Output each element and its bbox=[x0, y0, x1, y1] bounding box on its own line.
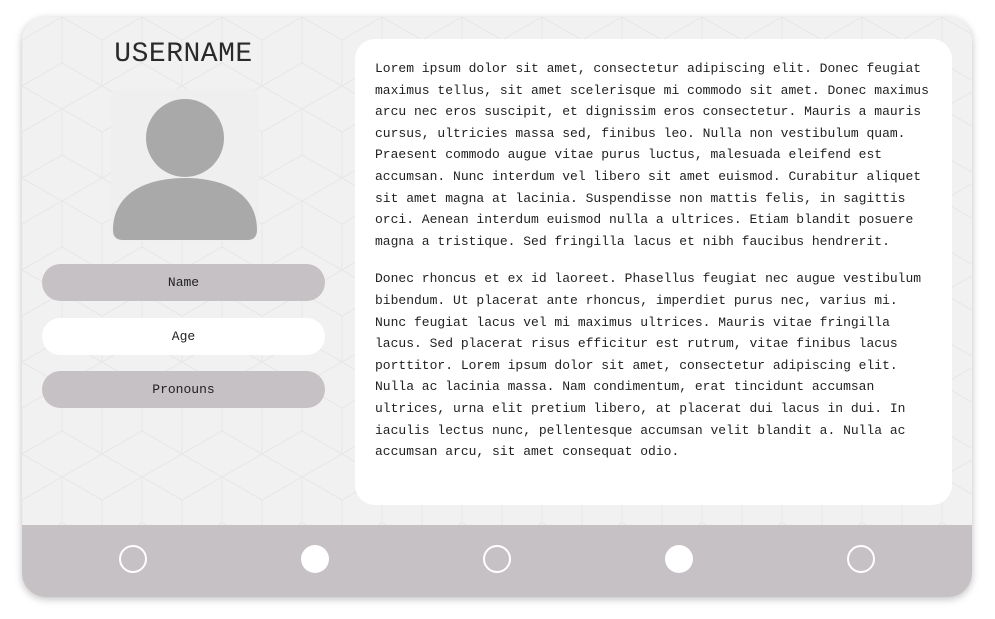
age-field-label: Age bbox=[171, 329, 196, 344]
age-field[interactable] bbox=[42, 318, 325, 355]
pronouns-field-label: Pronouns bbox=[152, 382, 215, 397]
page-dot-2[interactable] bbox=[301, 545, 329, 573]
name-field-label: Name bbox=[167, 275, 200, 290]
pagination-bar bbox=[22, 525, 972, 597]
username-heading: USERNAME bbox=[114, 39, 253, 70]
page-dot-3[interactable] bbox=[483, 545, 511, 573]
bio-panel bbox=[355, 39, 952, 505]
name-field[interactable] bbox=[42, 264, 325, 301]
profile-card bbox=[22, 17, 972, 597]
user-silhouette-icon bbox=[111, 89, 259, 241]
page-dot-1[interactable] bbox=[119, 545, 147, 573]
avatar bbox=[111, 89, 259, 241]
page-dot-5[interactable] bbox=[847, 545, 875, 573]
page-dot-4[interactable] bbox=[665, 545, 693, 573]
bio-paragraph-1: Lorem ipsum dolor sit amet, consectetur adipiscing elit. Donec feugiat maximus tellus, sit amet scelerisque mi commodo sit amet. Donec maximus arcu nec eros suscipit, et dignissim eros consectetur. Mauris a mauris cursus, ultricies massa sed, finibus leo. Nulla non vestibulum quam. Praesent commodo augue vitae purus luctus, malesuada eleifend est accumsan. Nunc interdum vel libero sit amet euismod. Curabitur aliquet sit amet magna at lacinia. Suspendisse non mattis felis, in sagittis orci. Aenean interdum euismod nulla a ultrices. Etiam blandit posuere magna a tristique. Sed fringilla lacus et nibh faucibus hendrerit. bbox=[375, 61, 929, 249]
bio-paragraph-2: Donec rhoncus et ex id laoreet. Phasellus feugiat nec augue vestibulum bibendum. Ut placerat ante rhoncus, imperdiet purus nec, varius mi. Nunc feugiat lacus vel mi maximus ultrices. Mauris vitae fringilla lacus. Sed placerat risus efficitur est rutrum, vitae finibus lacus porttitor. Lorem ipsum dolor sit amet, consectetur adipiscing elit. Nulla ac lacinia massa. Nam condimentum, erat tincidunt accumsan ultrices, urna elit pretium libero, at placerat dui lacus in dui. In iaculis lectus nunc, pellentesque accumsan velit blandit a. Nulla ac accumsan arcu, sit amet consequat odio. bbox=[375, 271, 922, 460]
pronouns-field[interactable] bbox=[42, 371, 325, 408]
